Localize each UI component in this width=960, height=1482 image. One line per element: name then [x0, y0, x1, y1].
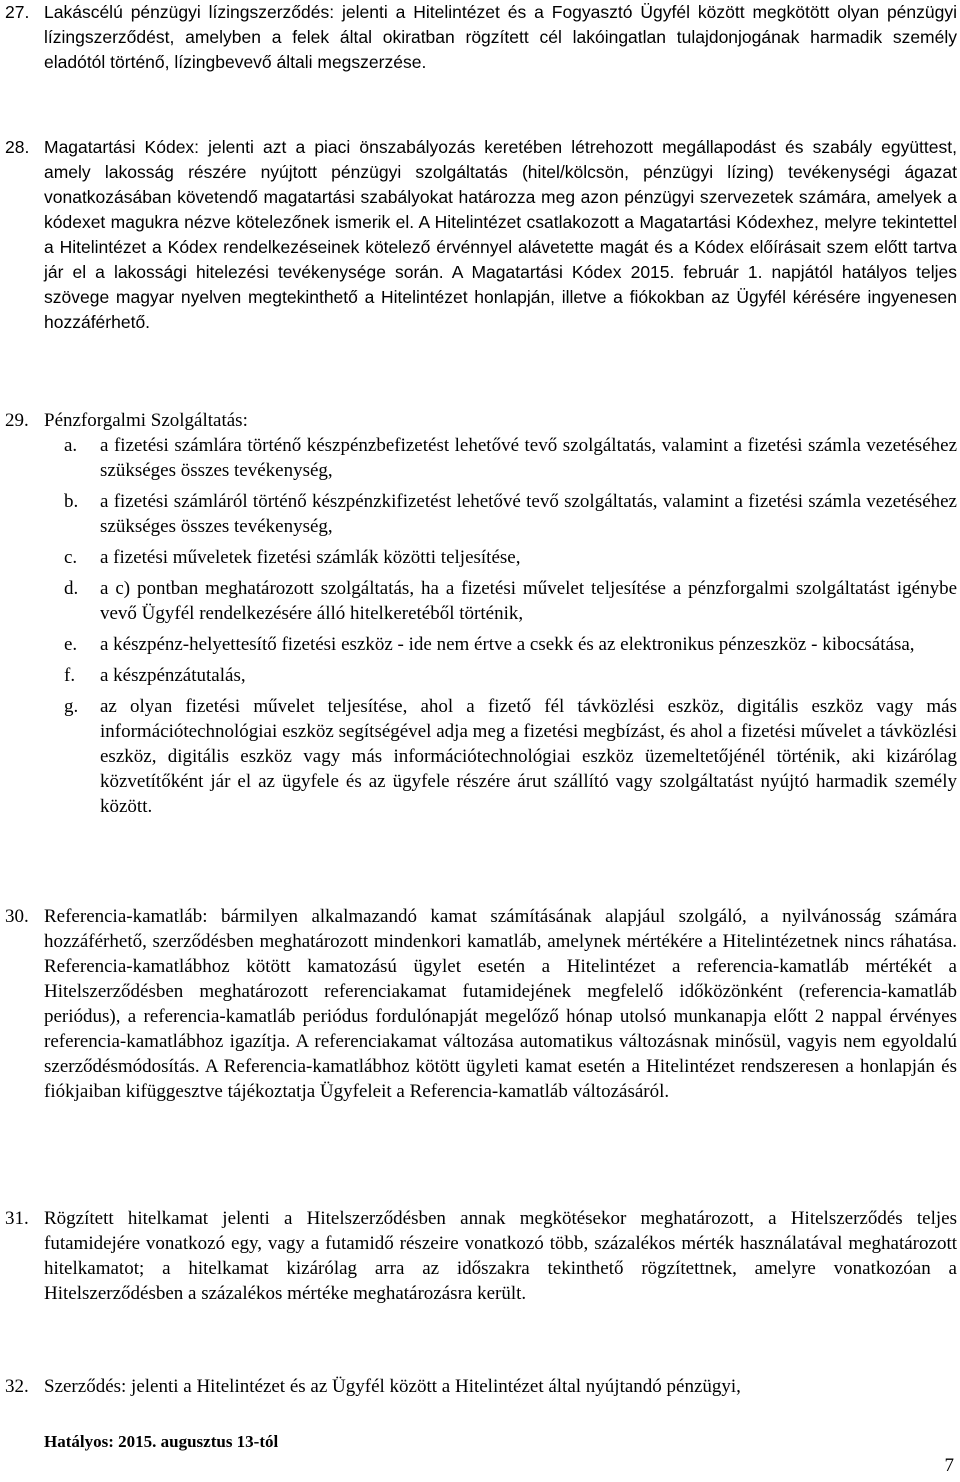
- sub-text: a készpénz-helyettesítő fizetési eszköz - ide nem értve a csekk és az elektronikus pénzeszköz - kibocsátása,: [100, 634, 915, 655]
- sub-letter: f.: [64, 665, 76, 686]
- sub-item-c: [0, 545, 957, 570]
- item-number: 30.: [5, 906, 29, 927]
- effective-date-footer: Hatályos: 2015. augusztus 13-tól: [44, 1432, 279, 1451]
- sub-text: a fizetési számláról történő készpénzkifizetést lehetővé tevő szolgáltatás, valamint a fizetési számla vezetéséhez szükséges összes tevékenység,: [100, 491, 957, 537]
- definition-31: [0, 1206, 957, 1306]
- definition-28: [0, 135, 957, 335]
- sub-text: az olyan fizetési művelet teljesítése, ahol a fizető fél távközlési eszköz, digitális eszköz vagy más információtechnológiai eszköz segítségével adja meg a fizetési megbízást, és ahol a fizetési művelet a távközlési eszköz, digitális eszköz vagy más információtechnológiai eszköz üzemeltetőjénél történik, aki kizárólag közvetítőként jár el az ügyfele és az ügyfele részére árut szállító vagy szolgáltatást nyújtó harmadik személy között.: [100, 696, 957, 817]
- sub-text: a c) pontban meghatározott szolgáltatás, ha a fizetési művelet teljesítése a pénzforgalmi szolgáltatást igénybe vevő Ügyfél rendelkezésére álló hitelkeretéből történik,: [100, 578, 957, 624]
- sub-text: a fizetési számlára történő készpénzbefizetést lehetővé tevő szolgáltatás, valamint a fizetési számla vezetéséhez szükséges összes tevékenység,: [100, 435, 957, 481]
- item-text: Pénzforgalmi Szolgáltatás:: [44, 410, 248, 431]
- item-text: Magatartási Kódex: jelenti azt a piaci önszabályozás keretében létrehozott megállapodást és szabály együttest, amely lakosság részére nyújtott pénzügyi szolgáltatás (hitel/kölcsön, pénzügyi lízing) tevékenységi ágazat vonatkozásában követendő magatartási szabályokat határozza meg azon pénzügyi szervezetek számára, amelyek a kódexet magukra nézve kötelezőnek ismerik el. A Hitelintézet csatlakozott a Magatartási Kódexhez, melyre tekintettel a Hitelintézet a Kódex rendelkezéseinek kötelező érvénnyel alávetette magát és a Kódex előírásait szem előtt tartva jár el a lakossági hitelezési tevékenysége során. A Magatartási Kódex 2015. február 1. napjától hatályos teljes szövege magyar nyelven megtekinthető a Hitelintézet honlapján, illetve a fiókokban az Ügyfél kérésére ingyenesen hozzáférhető.: [44, 137, 957, 332]
- item-text: Rögzített hitelkamat jelenti a Hitelszerződésben annak megkötésekor meghatározott, a Hitelszerződés teljes futamidejére vonatkozó egy, vagy a futamidő részeire vonatkozó több, százalékos mérték használatával meghatározott hitelkamatot; a hitelkamat kizárólag arra az időszakra tekinthető rögzítettnek, amelyre vonatkozóan a Hitelszerződésben a százalékos mértéke meghatározásra került.: [44, 1208, 957, 1304]
- sub-letter: g.: [64, 696, 79, 717]
- item-number: 27.: [5, 2, 30, 22]
- item-number: 32.: [5, 1376, 29, 1397]
- item-number: 28.: [5, 137, 30, 157]
- sub-text: a készpénzátutalás,: [100, 665, 246, 686]
- item-text: Lakáscélú pénzügyi lízingszerződés: jelenti a Hitelintézet és a Fogyasztó Ügyfél között megkötött olyan pénzügyi lízingszerződést, amelyben a felek által okiratban rögzített cél lakóingatlan tulajdonjogának harmadik személy eladótól történő, lízingbevevő általi megszerzése.: [44, 2, 957, 72]
- sub-letter: c.: [64, 547, 78, 568]
- item-text: Referencia-kamatláb: bármilyen alkalmazandó kamat számításának alapjául szolgáló, a nyilvánosság számára hozzáférhető, szerződésben meghatározott mindenkori kamatláb, amelynek mértékére a Hitelintézetnek nincs ráhatása. Referencia-kamatlábhoz kötött kamatozású ügylet esetén a Hitelintézet a referencia-kamatláb mértékét a Hitelszerződésben meghatározott referenciakamat futamidejének megfelelő időközönként (referencia-kamatláb periódus), a referencia-kamatláb periódus fordulónapját megelőző hónap utolsó munkanapja előtt 2 nappal érvényes referencia-kamatlábhoz igazítja. A referenciakamat változása automatikus változásnak minősül, vagyis nem egyoldalú szerződésmódosítás. A Referencia-kamatlábhoz kötött ügyleti kamat esetén a Hitelintézet rendszeresen a honlapján és fiókjaiban kifüggesztve tájékoztatja Ügyfeleit a Referencia-kamatláb változásáról.: [44, 906, 957, 1102]
- sublist: [0, 433, 957, 819]
- definition-32: [0, 1374, 957, 1399]
- page-number: 7: [944, 1455, 954, 1476]
- sub-letter: b.: [64, 491, 79, 512]
- definition-30: [0, 904, 957, 1104]
- sub-item-b: [0, 489, 957, 539]
- sub-item-a: [0, 433, 957, 483]
- item-number: 31.: [5, 1208, 29, 1229]
- definition-29: [0, 408, 957, 819]
- sub-item-g: [0, 694, 957, 819]
- sub-item-e: [0, 632, 957, 657]
- sub-letter: a.: [64, 435, 78, 456]
- item-text: Szerződés: jelenti a Hitelintézet és az Ügyfél között a Hitelintézet által nyújtandó pénzügyi,: [44, 1376, 741, 1397]
- sub-item-f: [0, 663, 957, 688]
- sub-text: a fizetési műveletek fizetési számlák közötti teljesítése,: [100, 547, 521, 568]
- sub-letter: d.: [64, 578, 79, 599]
- sub-letter: e.: [64, 634, 78, 655]
- sub-item-d: [0, 576, 957, 626]
- definition-27: [0, 0, 957, 75]
- item-number: 29.: [5, 410, 29, 431]
